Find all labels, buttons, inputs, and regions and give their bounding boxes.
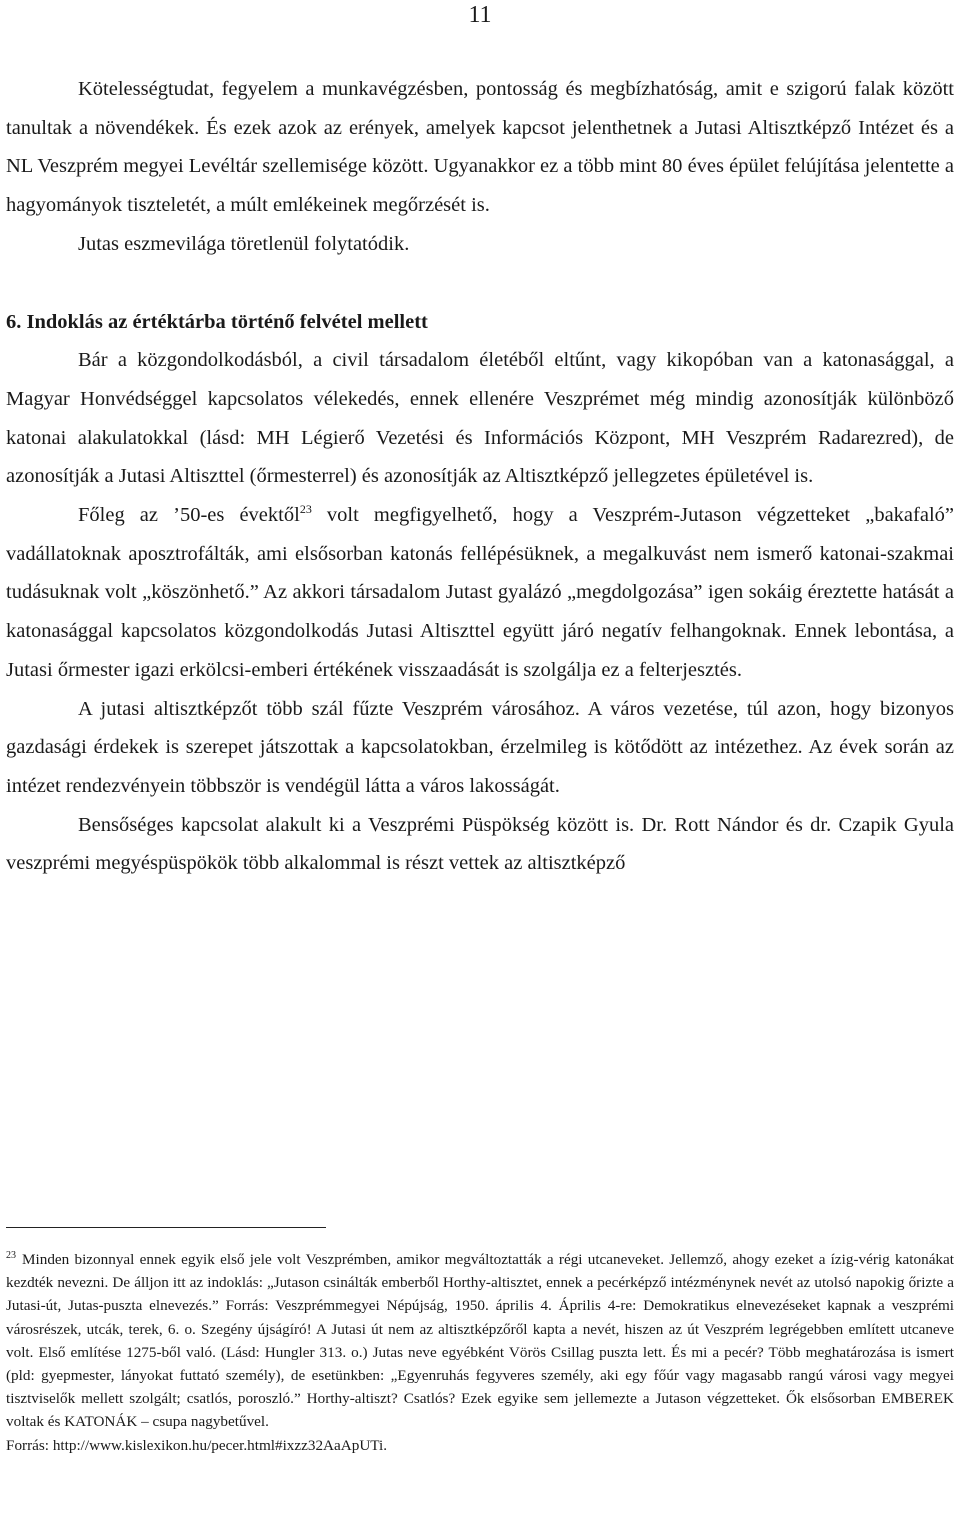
section-paragraph-1: Bár a közgondolkodásból, a civil társadalom életéből eltűnt, vagy kikopóban van a katonasággal, a Magyar Honvédséggel kapcsolatos vélekedés, ennek ellenére Veszprémet még mindig azonosítják különböző katonai alakulatokkal (lásd: MH Légierő Vezetési és Információs Központ, MH Veszprém Radarezred), de azonosítják a Jutasi Altiszttel (őrmesterrel) és azonosítják az Altisztképző jellegzetes épületével is.: [6, 349, 954, 488]
footnote-reference[interactable]: 23: [299, 502, 312, 517]
section-heading: [6, 303, 954, 342]
section-paragraph-3: A jutasi altisztképzőt több szál fűzte Veszprém városához. A város vezetése, túl azon, hogy bizonyos gazdasági érdekek is szerepet játszottak a kapcsolatokban, érzelmileg is kötődött az intézethez. Az évek során az intézet rendezvényein többször is vendégül látta a város lakosságát.: [6, 697, 954, 797]
page-number: 11: [468, 2, 492, 28]
footnote-separator: [6, 1227, 326, 1228]
section-title: Indoklás az értéktárba történő felvétel mellett: [26, 310, 428, 333]
paragraph-2-rest: volt megfigyelhető, hogy a Veszprém-Jutason végzetteket „bakafaló” vadállatoknak aposztrofálták, ami elsősorban katonás fellépésüknek, a megalkuvást nem ismerő katonai-szakmai tudásuknak volt „köszönhető.” Az akkori társadalom Jutast gyalázó „megdolgozása” igen sokáig éreztette hatását a katonasággal kapcsolatos közgondolkodás Jutasi Altiszttel együtt járó negatív felhangoknak. Ennek lebontása, a Jutasi őrmester igazi erkölcsi-emberi értékének visszaadását is szolgálja ez a felterjesztés.: [6, 504, 955, 681]
paragraph-2-start: Főleg az ’50-es évektől: [78, 504, 300, 527]
intro-closing-line: Jutas eszmevilága töretlenül folytatódik.: [78, 232, 410, 255]
body-text: [6, 70, 954, 883]
section-number: 6.: [6, 310, 22, 333]
section-paragraph-4: Bensőséges kapcsolat alakult ki a Veszprémi Püspökség között is. Dr. Rott Nándor és dr. Czapik Gyula veszprémi megyéspüspökök több alkalommal is részt vettek az altisztképző: [6, 813, 954, 875]
footnotes: [6, 1248, 954, 1457]
intro-paragraph: Kötelességtudat, fegyelem a munkavégzésben, pontosság és megbízhatóság, amit e szigorú falak között tanultak a növendékek. És ezek azok az erények, amelyek kapcsot jelenthetnek a Jutasi Altisztképző Intézet és a NL Veszprém megyei Levéltár szellemisége között. Ugyanakkor ez a több mint 80 éves épület felújítása jelentette a hagyományok tiszteletét, a múlt emlékeinek megőrzését is.: [6, 78, 954, 217]
footnote-23: [6, 1248, 954, 1434]
section-paragraph-2: [6, 496, 954, 690]
footnote-mark: 23: [6, 1250, 16, 1261]
footnote-source: Forrás: http://www.kislexikon.hu/pecer.html#ixzz32AaApUTi.: [6, 1436, 388, 1454]
footnote-text: Minden bizonnyal ennek egyik első jele volt Veszprémben, amikor megváltoztatták a régi utcaneveket. Jellemző, ahogy ezeket a ízig-vérig katonákat kezdték nevezni. De álljon itt az indoklás: „Jutason csinálták emberből Horthy-altisztet, ennek a pecérképző intézménynek nevét az utolsó napokig őrizte a Jutasi-út, Jutas-puszta elnevezés.” Forrás: Veszprémmegyei Népújság, 1950. április 4. Április 4-re: Demokratikus elnevezéseket kapnak a veszprémi városrészek, utcák, terek, 6. o. Szegény újságíró! A Jutasi út nem az altisztképzőről kapta a nevét, hiszen az út Veszprém legrégebben említett utcaneve volt. Első említése 1275-ből való. (Lásd: Hungler 313. o.) Jutas neve egyébként Vörös Csillag puszta lett. És mi a pecér? Több meghatározása is ismert (pld: gyepmester, lányokat futtató személy), de esetünkben: „Egyenruhás fegyveres személy, aki egy főúr vagy magasabb rangú városi vagy megyei tisztviselők mellett szolgált; csatlós, poroszló.” Horthy-altiszt? Csatlós? Ezek egyike sem jellemezte a Jutason végzetteket. Ők elsősorban EMBEREK voltak és KATONÁK – csupa nagybetűvel.: [6, 1251, 954, 1431]
